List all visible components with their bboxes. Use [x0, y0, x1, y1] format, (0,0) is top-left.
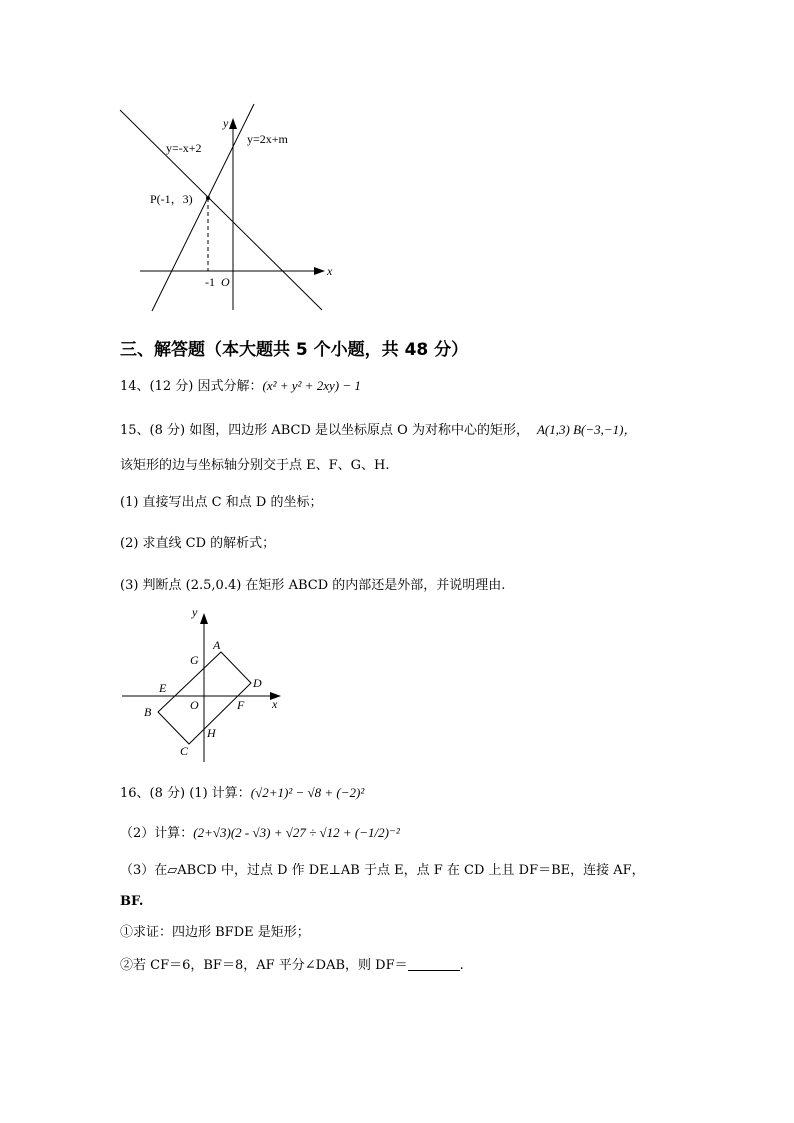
label-f: F: [237, 698, 245, 712]
q16-claim2: [120, 956, 464, 975]
y-axis-arrow: [200, 613, 208, 624]
q15-head-line: [120, 421, 636, 440]
q16-part2: [120, 824, 400, 843]
point-p: [206, 196, 210, 200]
label-g: G: [190, 653, 199, 667]
label-x-axis: x: [327, 264, 333, 278]
q16-part3-line2: BF.: [120, 894, 144, 909]
q16-p1-expr: (√2+1)² − √8 + (−2)²: [250, 785, 365, 800]
label-h: H: [207, 726, 216, 740]
q15-part3: (3) 判断点 (2.5,0.4) 在矩形 ABCD 的内部还是外部，并说明理由.: [120, 578, 506, 593]
label-c: C: [180, 744, 189, 758]
label-point-p: P(-1，3): [150, 192, 193, 206]
label-origin: O: [221, 275, 230, 289]
q15-part2: (2) 求直线 CD 的解析式；: [120, 536, 276, 551]
q16-c2-text: ②若 CF＝6，BF＝8，AF 平分∠DAB，则 DF＝: [120, 958, 408, 973]
label-line2: y=2x+m: [247, 132, 288, 146]
label-x: x: [272, 697, 278, 711]
q15-part1: (1) 直接写出点 C 和点 D 的坐标；: [120, 495, 323, 510]
label-tick-neg1: -1: [205, 275, 215, 289]
q16-part3-line1: （3）在▱ABCD 中，过点 D 作 DE⊥AB 于点 E，点 F 在 CD 上且 DF＝BE，连接 AF，: [120, 863, 645, 878]
q16-p2-head: （2）计算：: [120, 826, 194, 841]
q16-part1: [120, 784, 364, 803]
q16-p2-expr: (2+√3)(2 - √3) + √27 ÷ √12 + (−1/2)⁻²: [193, 825, 400, 840]
q15-coords: A(1,3) B(−3,−1)，: [536, 422, 637, 437]
label-e: E: [159, 681, 167, 695]
label-y-axis: y: [223, 116, 229, 130]
q15-line2: 该矩形的边与坐标轴分别交于点 E、F、G、H.: [120, 458, 390, 473]
line-y-2x-plus-m: [152, 104, 254, 311]
figure-2-rectangle: [115, 600, 295, 770]
x-axis-arrow: [314, 267, 325, 275]
figure-1-graph: [110, 100, 350, 320]
section-title: 三、解答题（本大题共 5 个小题，共 48 分）: [120, 340, 469, 360]
label-a: A: [213, 638, 221, 652]
q14-expr: (x² + y² + 2xy) − 1: [262, 378, 361, 393]
label-b: B: [144, 705, 152, 719]
y-axis-arrow: [229, 118, 237, 129]
label-o: O: [190, 698, 199, 712]
label-d: D: [253, 676, 262, 690]
q16-p1-head: 16、(8 分) (1) 计算：: [120, 786, 251, 801]
label-line1: y=-x+2: [166, 141, 202, 155]
q15-head: 15、(8 分) 如图，四边形 ABCD 是以坐标原点 O 为对称中心的矩形，: [120, 423, 529, 438]
q14: [120, 377, 361, 396]
answer-blank: [408, 956, 460, 971]
q16-claim1: ①求证：四边形 BFDE 是矩形；: [120, 925, 310, 940]
q16-c2-end: .: [459, 958, 464, 973]
label-y: y: [192, 605, 198, 619]
q14-head: 14、(12 分) 因式分解：: [120, 379, 263, 394]
